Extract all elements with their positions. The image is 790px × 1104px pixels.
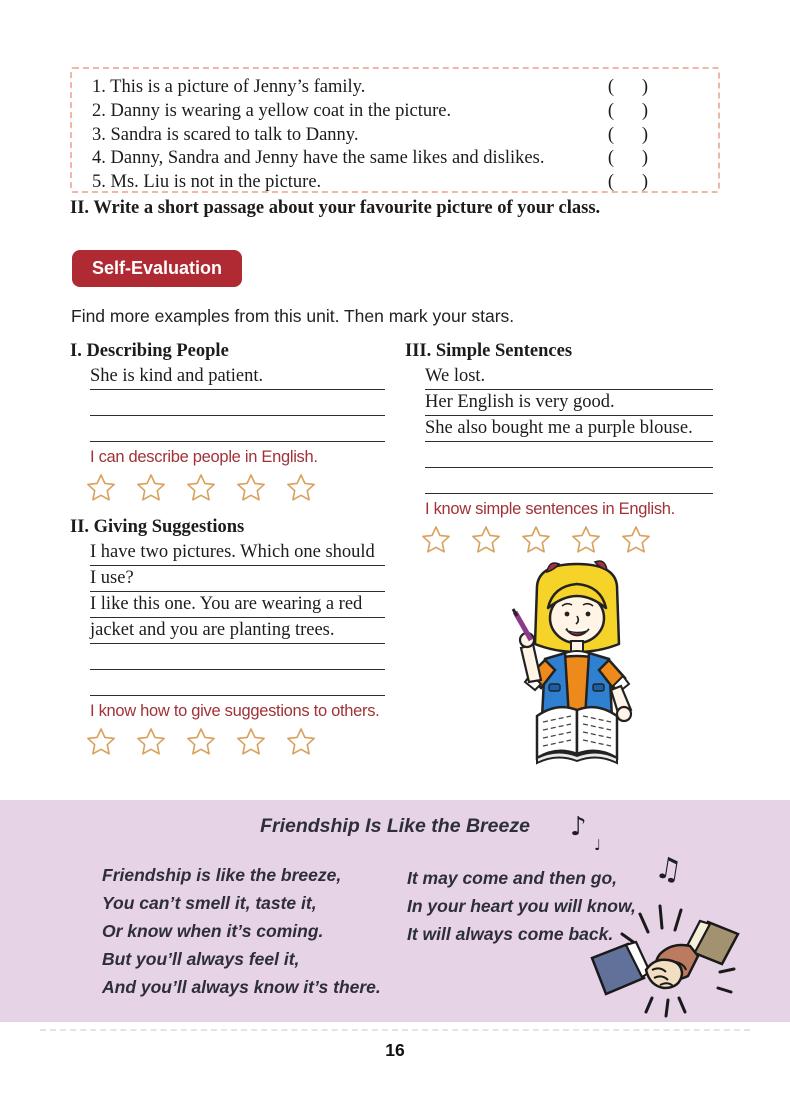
star-icon	[286, 473, 316, 503]
can-do-statement: I can describe people in English.	[90, 448, 318, 466]
divider	[40, 1029, 750, 1031]
poem-line: And you’ll always know it’s there.	[102, 977, 381, 997]
ruled-line: I have two pictures. Which one should	[90, 540, 385, 566]
star-rating	[86, 473, 400, 503]
section-giving-suggestions	[70, 517, 405, 757]
star-icon	[471, 525, 501, 555]
ruled-line: jacket and you are planting trees.	[90, 618, 385, 644]
section-heading: I. Describing People	[70, 341, 229, 361]
answer-blank: ( )	[607, 77, 648, 97]
reading-check-item-text: 3. Sandra is scared to talk to Danny.	[92, 124, 359, 145]
poem-line: It may come and then go,	[407, 868, 618, 888]
poem-line: It will always come back.	[407, 924, 614, 944]
ruled-line: I use?	[90, 566, 385, 592]
eighth-note-icon: ♪	[570, 812, 587, 842]
ruled-line	[425, 442, 713, 468]
passage-task-heading: II. Write a short passage about your favourite picture of your class.	[70, 198, 601, 218]
answer-blank: ( )	[607, 100, 648, 121]
quarter-note-icon: ♩	[594, 836, 602, 854]
reading-check-item	[92, 171, 718, 195]
reading-check-item	[92, 76, 718, 100]
poem-title: Friendship Is Like the Breeze	[260, 815, 530, 837]
ruled-line	[90, 390, 385, 416]
page-number: 16	[385, 1040, 405, 1060]
star-icon	[186, 473, 216, 503]
handshake-illustration	[588, 900, 743, 1020]
star-icon	[86, 727, 116, 757]
star-icon	[621, 525, 651, 555]
star-icon	[136, 473, 166, 503]
ruled-line	[425, 468, 713, 494]
ruled-line	[90, 670, 385, 696]
ruled-line: I like this one. You are wearing a red	[90, 592, 385, 618]
ruled-line	[90, 416, 385, 442]
star-rating	[86, 727, 405, 757]
reading-check-item-text: 2. Danny is wearing a yellow coat in the picture.	[92, 100, 452, 121]
answer-blank: ( )	[607, 124, 648, 145]
poem-line: But you’ll always feel it,	[102, 949, 300, 969]
reading-check-item-text: 1. This is a picture of Jenny’s family.	[92, 77, 366, 97]
poem-section	[0, 800, 790, 1022]
reading-check-item-text: 4. Danny, Sandra and Jenny have the same likes and dislikes.	[92, 148, 545, 169]
reading-check-item	[92, 100, 718, 124]
star-icon	[521, 525, 551, 555]
reading-check-item-text: 5. Ms. Liu is not in the picture.	[92, 172, 322, 193]
self-evaluation-intro: Find more examples from this unit. Then mark your stars.	[71, 306, 515, 326]
section-heading: II. Giving Suggestions	[70, 517, 245, 537]
poem-line: Or know when it’s coming.	[102, 921, 324, 941]
star-icon	[186, 727, 216, 757]
ruled-line: She is kind and patient.	[90, 364, 385, 390]
poem-line: You can’t smell it, taste it,	[102, 893, 317, 913]
section-describing-people	[70, 341, 400, 503]
star-icon	[421, 525, 451, 555]
self-evaluation-badge: Self-Evaluation	[72, 250, 242, 287]
reading-check-item	[92, 124, 718, 148]
poem-line: Friendship is like the breeze,	[102, 865, 342, 885]
star-icon	[136, 727, 166, 757]
section-simple-sentences	[405, 341, 723, 555]
star-icon	[86, 473, 116, 503]
can-do-statement: I know simple sentences in English.	[425, 500, 675, 518]
star-rating	[421, 525, 723, 555]
reading-check-box	[70, 67, 720, 193]
star-icon	[571, 525, 601, 555]
answer-blank: ( )	[607, 148, 648, 169]
ruled-line	[90, 644, 385, 670]
can-do-statement: I know how to give suggestions to others.	[90, 702, 380, 720]
girl-writing-illustration	[487, 556, 667, 768]
poem-left-column	[102, 861, 381, 1001]
star-icon	[236, 727, 266, 757]
section-heading: III. Simple Sentences	[405, 341, 573, 361]
ruled-line: We lost.	[425, 364, 713, 390]
ruled-line: She also bought me a purple blouse.	[425, 416, 713, 442]
poem-line: In your heart you will know,	[407, 896, 636, 916]
beamed-notes-icon: ♫	[652, 850, 685, 889]
reading-check-item	[92, 147, 718, 171]
ruled-line: Her English is very good.	[425, 390, 713, 416]
star-icon	[286, 727, 316, 757]
star-icon	[236, 473, 266, 503]
answer-blank: ( )	[607, 172, 648, 193]
